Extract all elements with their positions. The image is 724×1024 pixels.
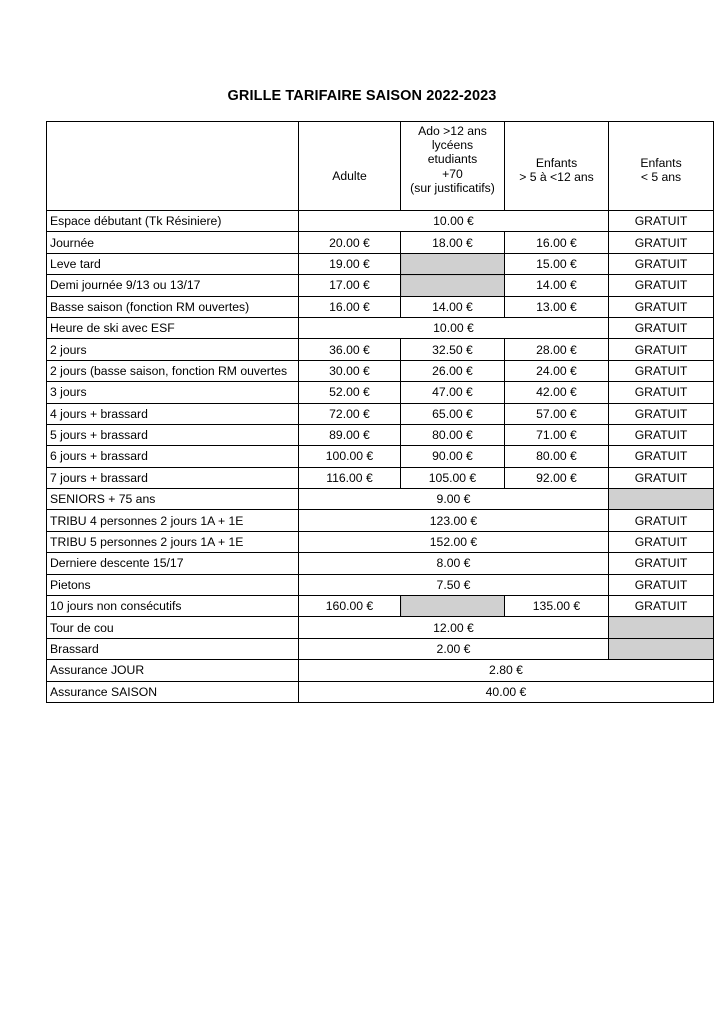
- ado-price: 26.00 €: [401, 360, 505, 381]
- gratuit-cell: GRATUIT: [609, 510, 714, 531]
- header-enfants: [505, 122, 609, 211]
- header-ado-line: +70: [442, 166, 463, 181]
- shaded-cell: [609, 617, 714, 638]
- header-ado: [401, 122, 505, 211]
- enfant-price: 71.00 €: [505, 424, 609, 445]
- gratuit-cell: GRATUIT: [609, 403, 714, 424]
- table-row: [47, 638, 714, 659]
- adulte-price: 52.00 €: [299, 382, 401, 403]
- table-row: [47, 382, 714, 403]
- row-label: Heure de ski avec ESF: [47, 317, 299, 338]
- table-row: [47, 339, 714, 360]
- price-cell: 2.00 €: [299, 638, 609, 659]
- enfant-price: 80.00 €: [505, 446, 609, 467]
- row-label: 5 jours + brassard: [47, 424, 299, 445]
- shaded-cell: [609, 638, 714, 659]
- ado-price: 18.00 €: [401, 232, 505, 253]
- page-title: GRILLE TARIFAIRE SAISON 2022-2023: [227, 88, 497, 104]
- enfant-price: 13.00 €: [505, 296, 609, 317]
- ado-price: 14.00 €: [401, 296, 505, 317]
- gratuit-cell: GRATUIT: [609, 424, 714, 445]
- price-cell: 7.50 €: [299, 574, 609, 595]
- table-row: [47, 446, 714, 467]
- row-label: 4 jours + brassard: [47, 403, 299, 424]
- price-cell: 40.00 €: [299, 681, 714, 702]
- price-cell: 123.00 €: [299, 510, 609, 531]
- table-row: [47, 617, 714, 638]
- row-label: TRIBU 5 personnes 2 jours 1A + 1E: [47, 531, 299, 552]
- ado-price: 90.00 €: [401, 446, 505, 467]
- enfant-price: 14.00 €: [505, 275, 609, 296]
- row-label: TRIBU 4 personnes 2 jours 1A + 1E: [47, 510, 299, 531]
- adulte-price: 20.00 €: [299, 232, 401, 253]
- header-adulte-label: Adulte: [332, 169, 367, 183]
- header-ado-line: etudiants: [427, 152, 478, 167]
- shaded-cell: [401, 596, 505, 617]
- gratuit-cell: GRATUIT: [609, 382, 714, 403]
- enfant-price: 24.00 €: [505, 360, 609, 381]
- adulte-price: 160.00 €: [299, 596, 401, 617]
- header-ado-line: Ado >12 ans: [418, 124, 487, 138]
- table-row: [47, 424, 714, 445]
- row-label: Assurance SAISON: [47, 681, 299, 702]
- enfant-price: 92.00 €: [505, 467, 609, 488]
- gratuit-cell: GRATUIT: [609, 317, 714, 338]
- enfant-price: 28.00 €: [505, 339, 609, 360]
- header-enfants-line: Enfants: [535, 156, 578, 170]
- ado-price: 32.50 €: [401, 339, 505, 360]
- shaded-cell: [401, 253, 505, 274]
- table-row: [47, 317, 714, 338]
- table-row: [47, 596, 714, 617]
- header-enfants-line: > 5 à <12 ans: [519, 170, 594, 184]
- header-empty-cell: [47, 122, 299, 211]
- enfant-price: 135.00 €: [505, 596, 609, 617]
- table-row: [47, 296, 714, 317]
- adulte-price: 30.00 €: [299, 360, 401, 381]
- table-row: [47, 531, 714, 552]
- header-ado-line: (sur justificatifs): [410, 180, 495, 195]
- header-petits-line: < 5 ans: [640, 170, 682, 184]
- table-row: [47, 489, 714, 510]
- row-label: Espace débutant (Tk Résiniere): [47, 211, 299, 232]
- row-label: Brassard: [47, 638, 299, 659]
- row-label: 2 jours (basse saison, fonction RM ouvertes: [47, 360, 299, 381]
- row-label: 2 jours: [47, 339, 299, 360]
- ado-price: 80.00 €: [401, 424, 505, 445]
- table-row: [47, 211, 714, 232]
- gratuit-cell: GRATUIT: [609, 232, 714, 253]
- adulte-price: 16.00 €: [299, 296, 401, 317]
- adulte-price: 89.00 €: [299, 424, 401, 445]
- tariff-table: [46, 121, 714, 703]
- price-cell: 10.00 €: [299, 211, 609, 232]
- adulte-price: 36.00 €: [299, 339, 401, 360]
- gratuit-cell: GRATUIT: [609, 360, 714, 381]
- row-label: Leve tard: [47, 253, 299, 274]
- table-row: [47, 232, 714, 253]
- price-cell: 152.00 €: [299, 531, 609, 552]
- adulte-price: 17.00 €: [299, 275, 401, 296]
- gratuit-cell: GRATUIT: [609, 211, 714, 232]
- header-petits-line: Enfants: [640, 156, 682, 170]
- adulte-price: 19.00 €: [299, 253, 401, 274]
- table-row: [47, 574, 714, 595]
- table-row: [47, 510, 714, 531]
- enfant-price: 42.00 €: [505, 382, 609, 403]
- table-row: [47, 360, 714, 381]
- gratuit-cell: GRATUIT: [609, 467, 714, 488]
- price-cell: 8.00 €: [299, 553, 609, 574]
- adulte-price: 116.00 €: [299, 467, 401, 488]
- ado-price: 105.00 €: [401, 467, 505, 488]
- row-label: 6 jours + brassard: [47, 446, 299, 467]
- table-row: [47, 553, 714, 574]
- enfant-price: 15.00 €: [505, 253, 609, 274]
- table-row: [47, 681, 714, 702]
- row-label: Assurance JOUR: [47, 660, 299, 681]
- table-row: [47, 660, 714, 681]
- gratuit-cell: GRATUIT: [609, 296, 714, 317]
- table-row: [47, 275, 714, 296]
- header-adulte: [299, 122, 401, 211]
- gratuit-cell: GRATUIT: [609, 596, 714, 617]
- row-label: 7 jours + brassard: [47, 467, 299, 488]
- row-label: SENIORS + 75 ans: [47, 489, 299, 510]
- ado-price: 47.00 €: [401, 382, 505, 403]
- gratuit-cell: GRATUIT: [609, 275, 714, 296]
- enfant-price: 57.00 €: [505, 403, 609, 424]
- header-ado-line: lycéens: [431, 138, 474, 153]
- table-header-row: [47, 122, 714, 211]
- row-label: Derniere descente 15/17: [47, 553, 299, 574]
- price-cell: 9.00 €: [299, 489, 609, 510]
- table-row: [47, 467, 714, 488]
- row-label: Demi journée 9/13 ou 13/17: [47, 275, 299, 296]
- price-cell: 2.80 €: [299, 660, 714, 681]
- table-row: [47, 253, 714, 274]
- price-cell: 12.00 €: [299, 617, 609, 638]
- gratuit-cell: GRATUIT: [609, 339, 714, 360]
- adulte-price: 72.00 €: [299, 403, 401, 424]
- shaded-cell: [401, 275, 505, 296]
- shaded-cell: [609, 489, 714, 510]
- row-label: Journée: [47, 232, 299, 253]
- gratuit-cell: GRATUIT: [609, 253, 714, 274]
- row-label: 10 jours non consécutifs: [47, 596, 299, 617]
- row-label: Tour de cou: [47, 617, 299, 638]
- gratuit-cell: GRATUIT: [609, 553, 714, 574]
- ado-price: 65.00 €: [401, 403, 505, 424]
- header-petits: [609, 122, 714, 211]
- table-row: [47, 403, 714, 424]
- row-label: 3 jours: [47, 382, 299, 403]
- gratuit-cell: GRATUIT: [609, 531, 714, 552]
- price-cell: 10.00 €: [299, 317, 609, 338]
- adulte-price: 100.00 €: [299, 446, 401, 467]
- gratuit-cell: GRATUIT: [609, 446, 714, 467]
- enfant-price: 16.00 €: [505, 232, 609, 253]
- row-label: Pietons: [47, 574, 299, 595]
- row-label: Basse saison (fonction RM ouvertes): [47, 296, 299, 317]
- gratuit-cell: GRATUIT: [609, 574, 714, 595]
